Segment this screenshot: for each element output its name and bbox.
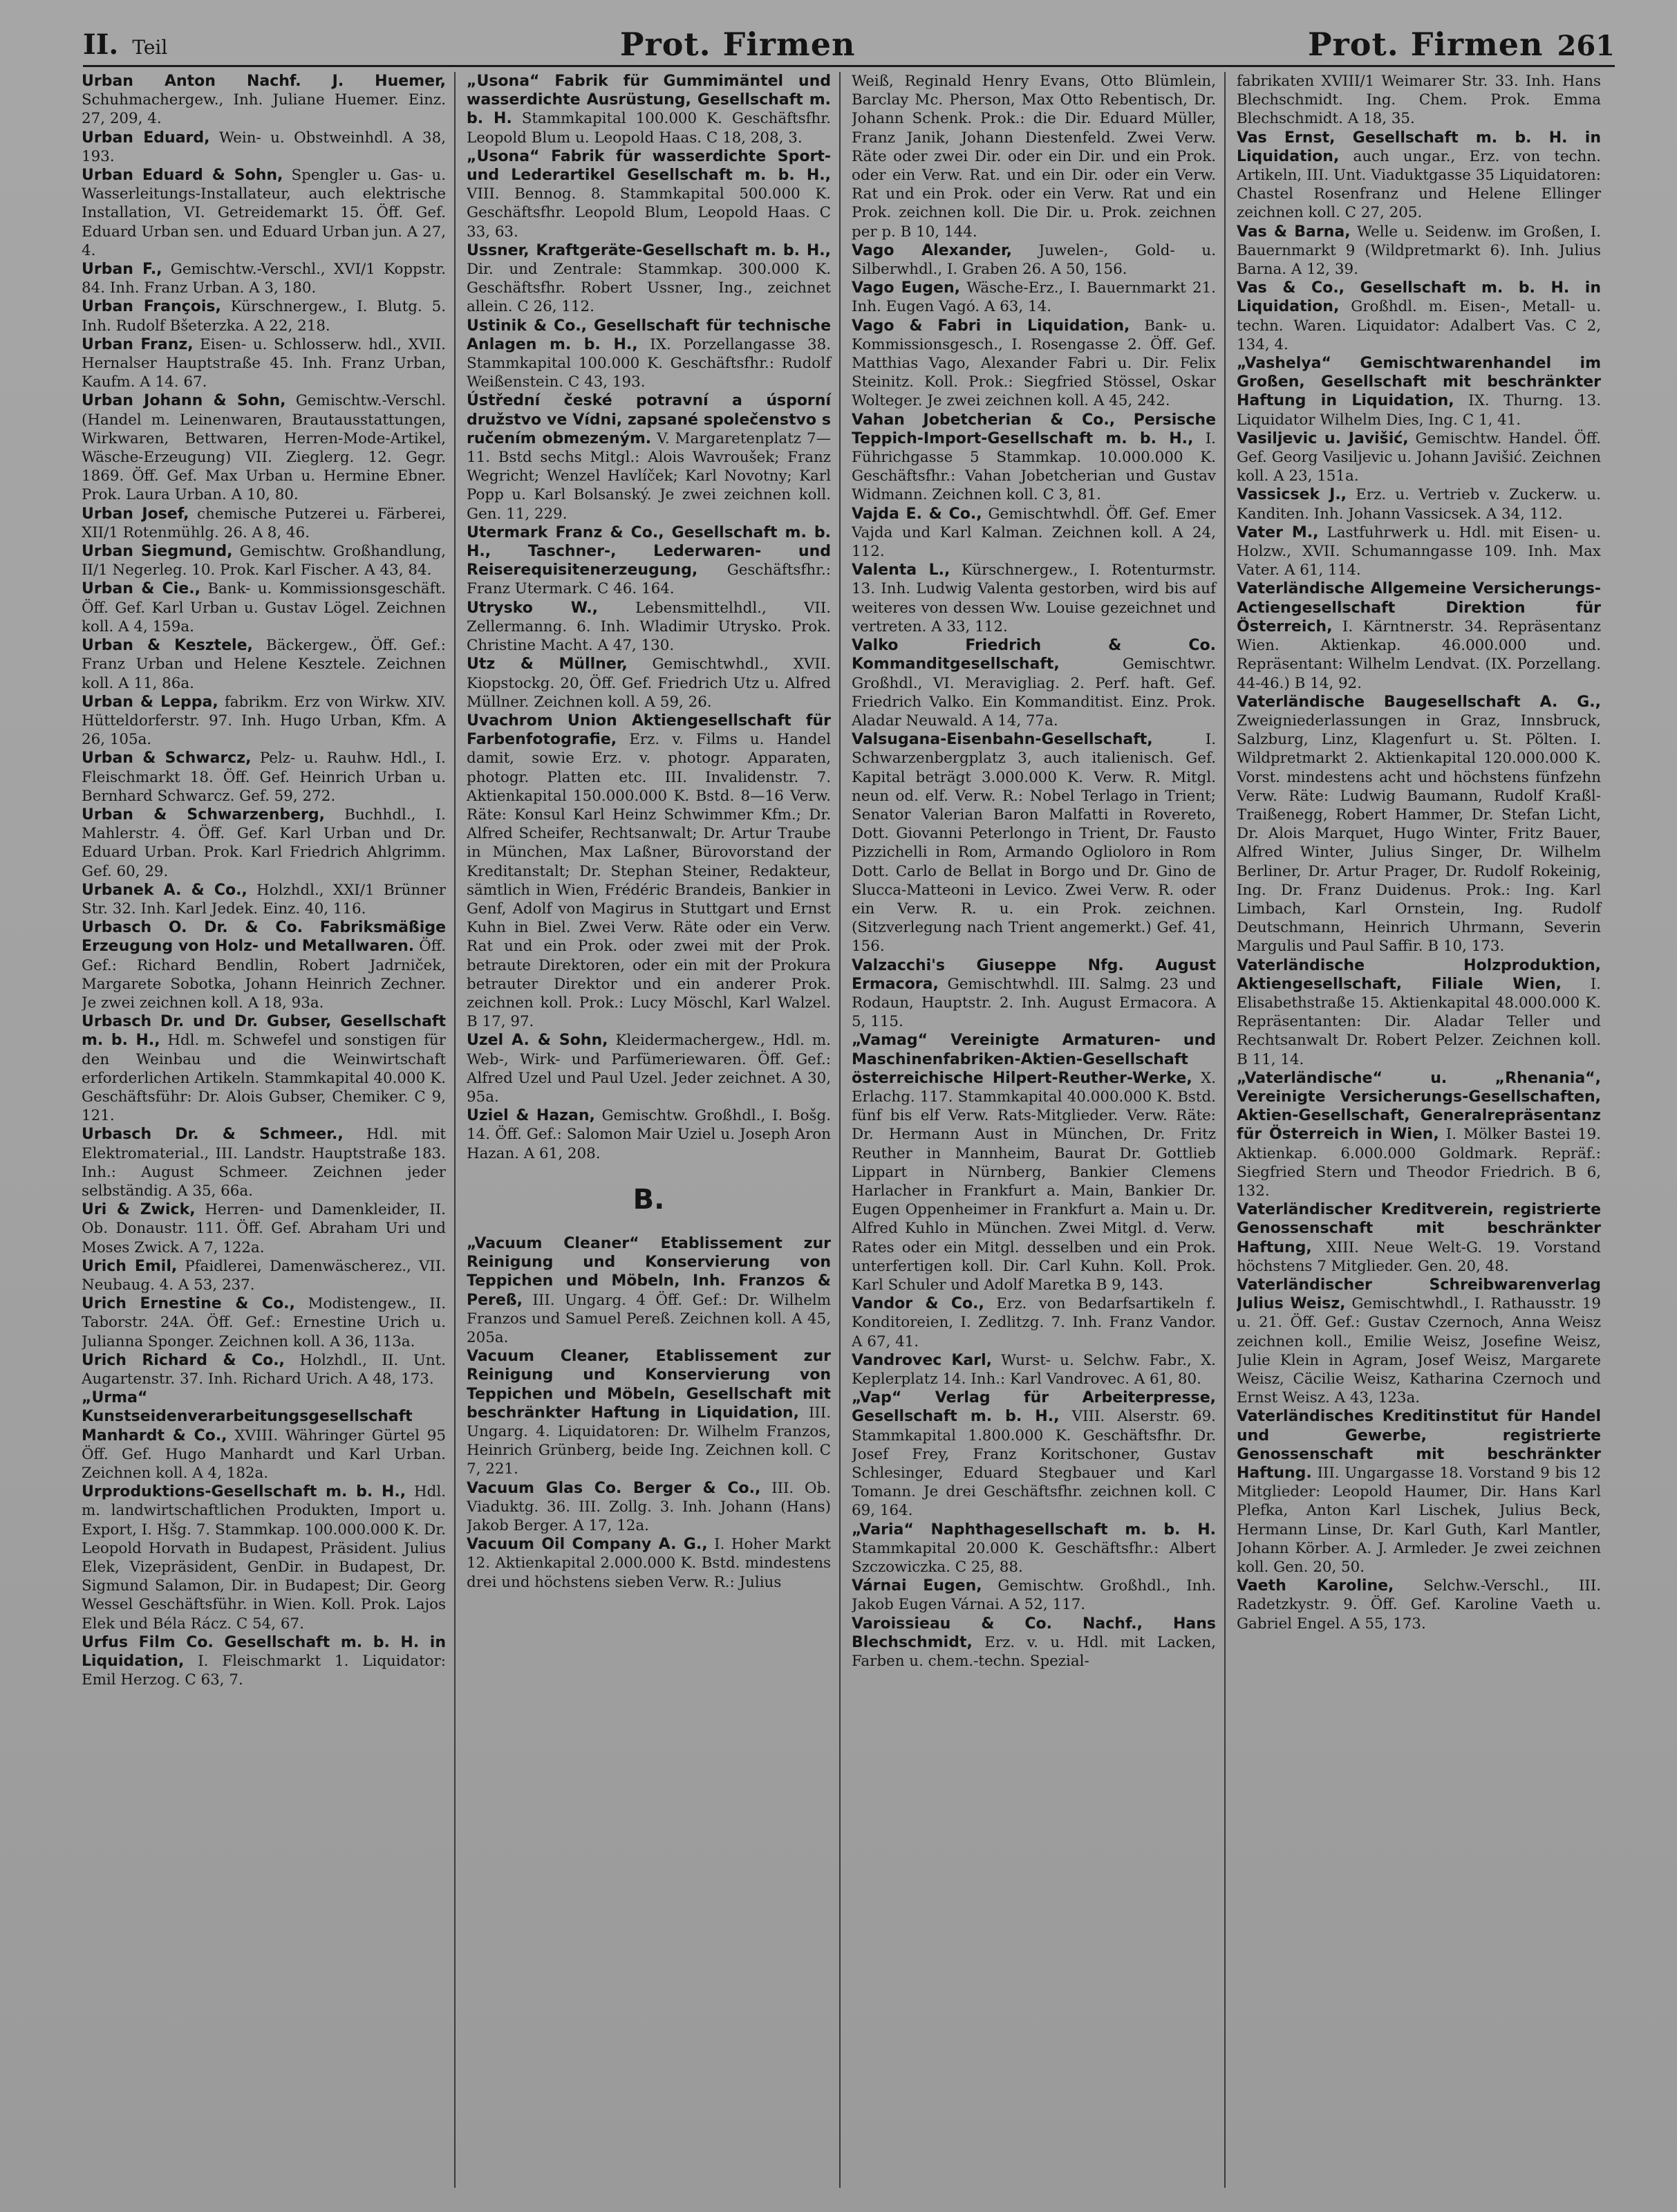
entry-details: fabrikm. Erz von Wirkw. XIV. Hütteldorferstr. 97. Inh. Hugo Urban, Kfm. A 26, 105a. [82, 693, 446, 749]
firm-name: Vahan Jobetcherian & Co., Persische Teppich-Import-Gesellschaft m. b. H., [852, 411, 1216, 447]
directory-entry [467, 1031, 831, 1106]
firm-name: Urban Franz, [82, 335, 194, 353]
directory-entry [852, 1521, 1216, 1577]
entry-details: Öff. Gef.: Richard Bendlin, Robert Jadrniček, Margarete Sobotka, Johann Heinrich Zechner. Je zwei zeichnen koll. A 18, 93a. [82, 938, 446, 1012]
entry-details: Lastfuhrwerk u. Hdl. mit Eisen- u. Holzw., XVII. Schumanngasse 109. Inh. Max Vater. A 61, 114. [1237, 523, 1601, 579]
entry-details: Hdl. mit Elektromaterial., III. Landstr. Hauptstraße 183. Inh.: August Schmeer. Zeichnen jeder selbständig. A 35, 66a. [82, 1126, 446, 1200]
firm-name: „Usona“ Fabrik für wasserdichte Sport- und Lederartikel Gesellschaft m. b. H., [467, 147, 831, 185]
directory-entry [1237, 523, 1601, 580]
entry-details: fabrikaten XVIII/1 Weimarer Str. 33. Inh. Hans Blechschmidt. Ing. Chem. Prok. Emma Blechschmidt. A 18, 35. [1237, 73, 1601, 128]
entry-details: Hdl. m. landwirtschaftlichen Produkten, Import u. Export, I. Hšg. 7. Stammkap. 100.000.000 K. Dr. Leopold Horvath in Budapest, Präsident. Julius Elek, Vizepräsident, GenDir. in Budapest, Dr. Sigmund Salamon, Dir. in Budapest; Dir. Georg Wessel Geschäftsführ. in Wien. Koll. Prok. Lajos Elek und Béla Rácz. C 54, 67. [82, 1483, 446, 1633]
firm-name: Vacuum Cleaner, Etablissement zur Reinigung und Konservierung von Teppichen und Möbeln, Gesellschaft mit beschränkter Haftung in Liquidation, [467, 1348, 831, 1422]
directory-entry [82, 1483, 446, 1633]
firm-name: „Varia“ Naphthagesellschaft m. b. H. [852, 1521, 1216, 1539]
entry-details: IX. Thurng. 13. Liquidator Wilhelm Dies, Ing. C 1, 41. [1237, 392, 1601, 429]
entry-details: I. Fleischmarkt 1. Liquidator: Emil Herzog. C 63, 7. [82, 1653, 446, 1689]
firm-name: Uvachrom Union Aktiengesellschaft für Farbenfotografie, [467, 712, 831, 749]
entry-details: auch ungar., Erz. von techn. Artikeln, III. Unt. Viaduktgasse 35 Liquidatoren: Chastel Rosenfranz und Helene Ellinger zeichnen koll. C 27, 205. [1237, 147, 1601, 222]
firm-name: Vaeth Karoline, [1237, 1577, 1394, 1595]
entry-details: X. Erlachg. 117. Stammkapital 40.000.000 K. Bstd. fünf bis elf Verw. Rats-Mitglieder. Verw. Räte: Dr. Hermann Aust in München, Dr. Fritz Reuther in Mannheim, Baurat Dr. Gottlieb Lippart in Nürnberg, Bankier Clemens Harlacher in Frankfurt a. Main, Bankier Dr. Eugen Oppenheimer in Frankfurt a. Main u. Dr. Alfred Kuhlo in München. Zwei Mitgl. d. Verw. Rates oder ein Mitgl. desselben und ein Prok. unterfertigen koll. Dir. Carl Kuhn. Koll. Prok. Karl Schuler und Adolf Maretka B 9, 143. [852, 1069, 1216, 1294]
firm-name: Urich Ernestine & Co., [82, 1295, 295, 1313]
directory-entry [852, 317, 1216, 411]
entry-details: VIII. Bennog. 8. Stammkapital 500.000 K. Geschäftsfhr. Leopold Blum, Leopold Haas. C 33, 63. [467, 185, 831, 241]
entry-details: Erz. von Bedarfsartikeln f. Konditoreien, I. Zedlitzg. 7. Inh. Franz Vandor. A 67, 41. [852, 1295, 1216, 1350]
entry-details: Bank- u. Kommissionsgeschäft. Öff. Gef. Karl Urban u. Gustav Lögel. Zeichnen koll. A 4, 159a. [82, 580, 446, 635]
entry-details: III. Ungargasse 18. Vorstand 9 bis 12 Mitglieder: Leopold Haumer, Dir. Hans Karl Plefka, Anton Karl Lischek, Julius Beck, Hermann Linse, Dr. Karl Guth, Karl Mantler, Johann Körber. A. J. Armleder. Je zwei zeichnen koll. Gen. 20, 50. [1237, 1465, 1601, 1577]
directory-entry [82, 297, 446, 335]
directory-entry [467, 712, 831, 1031]
directory-entry [852, 636, 1216, 730]
column-1 [82, 72, 456, 2188]
firm-name: Varoissieau & Co. Nachf., Hans Blechschmidt, [852, 1615, 1216, 1651]
directory-entry [852, 505, 1216, 561]
firm-name: Vaterländische Baugesellschaft A. G., [1237, 693, 1601, 711]
firm-name: „Usona“ Fabrik für Gummimäntel und wasserdichte Ausrüstung, Gesellschaft m. b. H. [467, 73, 831, 128]
entry-details: Gemischtw. Großhandlung, II/1 Negerleg. 10. Prok. Karl Fischer. A 43, 84. [82, 543, 446, 579]
directory-entry [1237, 956, 1601, 1069]
directory-entry [467, 72, 831, 147]
entry-details: Kürschnergew., I. Rotenturmstr. 13. Inh. Ludwig Valenta gestorben, wird bis auf weiteres von dessen Ww. Louise gezeichnet und vertreten. A 33, 112. [852, 561, 1216, 635]
firm-name: „Vaterländische“ u. „Rhenania“, Vereinigte Versicherungs-Gesellschaften, Aktien-Gesellschaft, Generalrepräsentanz für Österreich in Wien, [1237, 1069, 1601, 1144]
entry-details: Gemischtwhdl., XVII. Kiopstockg. 20, Öff. Gef. Friedrich Utz u. Alfred Müllner. Zeichnen koll. A 59, 26. [467, 656, 831, 711]
column-2 [467, 72, 841, 2188]
entry-details: Gemischtw. Handel. Öff. Gef. Georg Vasiljevic u. Johann Javišić. Zeichnen koll. A 23, 151a. [1237, 429, 1601, 485]
directory-entry [1237, 129, 1601, 223]
entry-details: Gemischtw. Großhdl., Inh. Jakob Eugen Várnai. A 52, 117. [852, 1577, 1216, 1614]
running-head-left: Prot. Firmen [619, 26, 856, 63]
entry-details: Kürschnergew., I. Blutg. 5. Inh. Rudolf Bšeterzka. A 22, 218. [82, 298, 446, 335]
entry-details: Lebensmittelhdl., VII. Zellermanng. 6. Inh. Wladimir Utrysko. Prok. Christine Macht. A 47, 130. [467, 599, 831, 655]
entry-details: Welle u. Seidenw. im Großen, I. Bauernmarkt 9 (Wildpretmarkt 6). Inh. Julius Barna. A 12, 39. [1237, 223, 1601, 279]
firm-name: Urich Richard & Co., [82, 1351, 285, 1369]
directory-entry [852, 561, 1216, 636]
directory-entry [82, 260, 446, 297]
firm-name: Utrysko W., [467, 599, 598, 617]
firm-name: Urban F., [82, 261, 162, 279]
directory-entry [1237, 429, 1601, 486]
text-columns [82, 72, 1609, 2188]
entry-details: Gemischtwhdl. Öff. Gef. Emer Vajda und Karl Kalman. Zeichnen koll. A 24, 112. [852, 505, 1216, 561]
directory-entry [82, 881, 446, 918]
directory-entry [1237, 1200, 1601, 1276]
directory-entry [82, 579, 446, 636]
entry-details: Pelz- u. Rauhw. Hdl., I. Fleischmarkt 18. Öff. Gef. Heinrich Urban u. Bernhard Schwarcz. Gef. 59, 272. [82, 750, 446, 805]
directory-entry [82, 166, 446, 260]
firm-name: Vaterländisches Kreditinstitut für Handel und Gewerbe, registrierte Genossenschaft mit beschränkter Haftung. [1237, 1408, 1601, 1483]
firm-name: Urban François, [82, 298, 221, 316]
firm-name: Vajda E. & Co., [852, 505, 982, 523]
firm-name: Valenta L., [852, 561, 950, 579]
directory-entry [467, 1234, 831, 1347]
directory-entry [82, 806, 446, 881]
directory-entry [82, 129, 446, 166]
entry-details: Modistengew., II. Taborstr. 24A. Öff. Gef.: Ernestine Urich u. Julianna Sponger. Zeichnen koll. A 36, 113a. [82, 1295, 446, 1350]
directory-entry [82, 1633, 446, 1690]
directory-entry [82, 505, 446, 542]
directory-entry [82, 918, 446, 1012]
directory-entry [467, 655, 831, 712]
entry-details: III. Ob. Viaduktg. 36. III. Zollg. 3. Inh. Johann (Hans) Jakob Berger. A 17, 12a. [467, 1479, 831, 1535]
directory-entry [852, 956, 1216, 1032]
section-heading: B. [633, 1183, 665, 1216]
firm-name: „Vacuum Cleaner“ Etablissement zur Reinigung und Konservierung von Teppichen und Möbeln, Inh. Franzos & Pereß, [467, 1234, 831, 1309]
directory-entry [1237, 485, 1601, 523]
firm-name: „Vap“ Verlag für Arbeiterpresse, Gesellschaft m. b. H., [852, 1389, 1216, 1426]
directory-entry [82, 1012, 446, 1125]
firm-name: Ústřední české potravní a úsporní družstvo ve Vídni, zapsané společenstvo s ručením obmezeným. [467, 392, 831, 447]
directory-entry [467, 147, 831, 241]
entry-details: Hdl. m. Schwefel und sonstigen für den Weinbau und die Weinwirtschaft erforderlichen Artikeln. Stammkapital 40.000 K. Geschäftsführ: Dr. Alois Gubser, Chemiker. C 9, 121. [82, 1032, 446, 1125]
directory-entry [852, 1577, 1216, 1614]
entry-details: I. Führichgasse 5 Stammkap. 10.000.000 K. Geschäftsfhr.: Vahan Jobetcherian und Gustav Widmann. Zeichnen koll. C 3, 81. [852, 429, 1216, 504]
entry-details: Holzhdl., XXI/1 Brünner Str. 32. Inh. Karl Jedek. Einz. 40, 116. [82, 881, 446, 918]
firm-name: Urban Siegmund, [82, 543, 233, 561]
directory-entry [1237, 693, 1601, 956]
part-suffix: Teil [132, 35, 168, 59]
firm-name: Valzacchi's Giuseppe Nfg. August Ermacora, [852, 956, 1216, 993]
entry-details: Erz. v. Films u. Handel damit, sowie Erz. v. photogr. Apparaten, photogr. Platten etc. III. Invalidenstr. 7. Aktienkapital 150.000.000 K. Bstd. 8—16 Verw. Räte: Konsul Karl Heinz Schwimmer Kfm.; Dr. Alfred Scheifer, Rechtsanwalt; Dr. Artur Traube in München, Max Laßner, Bürovorstand der Kreditanstalt; Dr. Stephan Steiner, Redakteur, sämtlich in Wien, Frédéric Brandeis, Bankier in Genf, Adolf von Magirus in Stuttgart und Ernst Kuhn in Biel. Zwei Verw. Räte oder ein Verw. Rat und ein Prok. oder zwei mit der Prok. betraute Direktoren, oder ein mit der Prokura betrauter Direktor und ein anderer Prok. zeichnen koll. Prok.: Lucy Möschl, Karl Walzel. B 17, 97. [467, 731, 831, 1031]
entry-details: Wein- u. Obstweinhdl. A 38, 193. [82, 129, 446, 165]
firm-name: Uziel & Hazan, [467, 1107, 595, 1125]
directory-entry [852, 1031, 1216, 1294]
entry-details: Kleidermachergew., Hdl. m. Web-, Wirk- und Parfümeriewaren. Öff. Gef.: Alfred Uzel und Paul Uzel. Jeder zeichnet. A 30, 95a. [467, 1032, 831, 1106]
directory-entry [82, 335, 446, 392]
directory-entry [82, 1351, 446, 1388]
firm-name: Urban & Schwarzenberg, [82, 806, 326, 824]
column-4 [1237, 72, 1609, 2188]
firm-name: Utermark Franz & Co., Gesellschaft m. b. H., Taschner-, Lederwaren- und Reiserequisitenerzeugung, [467, 523, 831, 579]
entry-details: Erz. u. Vertrieb v. Zuckerw. u. Kanditen. Inh. Johann Vassicsek. A 34, 112. [1237, 486, 1601, 523]
entry-details: V. Margaretenplatz 7—11. Bstd sechs Mitgl.: Alois Wavroušek; Franz Wegricht; Wenzel Havlíček; Karl Novotny; Karl Popp u. Karl Bolsanský. Je zwei zeichnen koll. Gen. 11, 229. [467, 429, 831, 523]
directory-entry [1237, 354, 1601, 429]
firm-name: Urban Anton Nachf. J. Huemer, [82, 73, 446, 90]
firm-name: Várnai Eugen, [852, 1577, 982, 1595]
firm-name: Urban & Kesztele, [82, 637, 253, 655]
directory-entry [852, 1615, 1216, 1671]
entry-details: I. Elisabethstraße 15. Aktienkapital 48.000.000 K. Repräsentanten: Dir. Aladar Teller und Rechtsanwalt Dr. Robert Pelzer. Zeichnen koll. B 11, 14. [1237, 975, 1601, 1068]
directory-entry [852, 411, 1216, 505]
entry-details: Wäsche-Erz., I. Bauernmarkt 21. Inh. Eugen Vagó. A 63, 14. [852, 279, 1216, 316]
entry-details: Spengler u. Gas- u. Wasserleitungs-Installateur, auch elektrische Installation, VI. Getreidemarkt 15. Öff. Gef. Eduard Urban sen. und Eduard Urban jun. A 27, 4. [82, 167, 447, 259]
firm-name: Urbanek A. & Co., [82, 881, 247, 899]
firm-name: Vago & Fabri in Liquidation, [852, 317, 1130, 335]
entry-details: Gemischtwhdl. III. Salmg. 23 und Rodaun, Hauptstr. 2. Inh. August Ermacora. A 5, 115. [852, 975, 1216, 1031]
directory-entry [1237, 1577, 1601, 1633]
firm-name: Vacuum Glas Co. Berger & Co., [467, 1479, 761, 1497]
firm-name: Urfus Film Co. Gesellschaft m. b. H. in Liquidation, [82, 1633, 446, 1671]
firm-name: „Vamag“ Vereinigte Armaturen- und Maschinenfabriken-Aktien-Gesellschaft österreichische Hilpert-Reuther-Werke, [852, 1032, 1216, 1087]
entry-details: Pfaidlerei, Damenwäscherez., VII. Neubaug. 4. A 53, 237. [82, 1257, 446, 1294]
entry-details: Bäckergew., Öff. Gef.: Franz Urban und Helene Kesztele. Zeichnen koll. A 11, 86a. [82, 637, 446, 692]
firm-name: Urbasch O. Dr. & Co. Fabriksmäßige Erzeugung von Holz- und Metallwaren. [82, 919, 446, 956]
directory-entry [1237, 279, 1601, 354]
directory-entry [852, 730, 1216, 956]
directory-entry [852, 1351, 1216, 1388]
entry-details: XIII. Neue Welt-G. 19. Vorstand höchstens 7 Mitglieder. Gen. 20, 48. [1237, 1238, 1601, 1275]
firm-name: Vas & Co., Gesellschaft m. b. H. in Liquidation, [1237, 279, 1601, 316]
directory-entry [82, 1388, 446, 1483]
directory-entry [1237, 1276, 1601, 1407]
firm-name: Urich Emil, [82, 1257, 178, 1275]
firm-name: Urban Johann & Sohn, [82, 392, 286, 410]
directory-entry [1237, 72, 1601, 129]
firm-name: Uzel A. & Sohn, [467, 1032, 608, 1050]
directory-entry [467, 317, 831, 392]
firm-name: Urban & Leppa, [82, 693, 218, 711]
directory-entry [82, 72, 446, 129]
directory-entry [852, 1294, 1216, 1351]
directory-entry [82, 1125, 446, 1200]
firm-name: Urbasch Dr. und Dr. Gubser, Gesellschaft m. b. H., [82, 1013, 446, 1050]
entry-details: Juwelen-, Gold- u. Silberwhdl., I. Graben 26. A 50, 156. [852, 241, 1216, 279]
directory-entry [467, 1106, 831, 1163]
firm-name: Vaterländische Holzproduktion, Aktiengesellschaft, Filiale Wien, [1237, 956, 1601, 993]
entry-details: chemische Putzerei u. Färberei, XII/1 Rotenmühlg. 26. A 8, 46. [82, 505, 446, 541]
directory-entry [467, 1535, 831, 1592]
entry-details: XVIII. Währinger Gürtel 95 Öff. Gef. Hugo Manhardt und Karl Urban. Zeichnen koll. A 4, 182a. [82, 1426, 446, 1483]
entry-details: Eisen- u. Schlosserw. hdl., XVII. Hernalser Hauptstraße 45. Inh. Franz Urban, Kaufm. A 14. 67. [82, 335, 446, 391]
directory-entry [852, 72, 1216, 241]
entry-details: Geschäftsfhr.: Franz Utermark. C 46. 164. [467, 561, 831, 598]
firm-name: Uri & Zwick, [82, 1201, 196, 1219]
firm-name: Vago Eugen, [852, 279, 960, 297]
entry-details: Selchw.-Verschl., III. Radetzkystr. 9. Öff. Gef. Karoline Vaeth u. Gabriel Engel. A 55, 173. [1237, 1577, 1601, 1633]
firm-name: Urproduktions-Gesellschaft m. b. H., [82, 1483, 406, 1501]
entry-details: Dir. und Zentrale: Stammkap. 300.000 K. Geschäftsfhr. Robert Ussner, Ing., zeichnet allein. C 26, 112. [467, 261, 831, 316]
directory-entry [82, 542, 446, 579]
entry-details: Weiß, Reginald Henry Evans, Otto Blümlein, Barclay Mc. Pherson, Max Otto Rebentisch, Dr. Johann Schenk. Prok.: die Dir. Eduard Müller, Franz Janik, Johann Diestenfeld. Zwei Verw. Räte oder zwei Dir. oder ein Dir. und ein Prok. oder ein Verw. Rat. und ein Dir. oder ein Verw. Rat und ein Prok. oder ein Verw. Rat und ein Prok. zeichnen koll. Die Dir. u. Prok. zeichnen per p. B 10, 144. [852, 73, 1216, 241]
column-3 [852, 72, 1226, 2188]
entry-details: Wurst- u. Selchw. Fabr., X. Keplerplatz 14. Inh.: Karl Vandrovec. A 61, 80. [852, 1351, 1216, 1388]
header-right [1308, 26, 1615, 63]
firm-name: Ussner, Kraftgeräte-Gesellschaft m. b. H., [467, 241, 831, 259]
running-head-right: Prot. Firmen [1307, 26, 1544, 63]
firm-name: Valsugana-Eisenbahn-Gesellschaft, [852, 731, 1153, 749]
firm-name: Vaterländische Allgemeine Versicherungs-Actiengesellschaft Direktion für Österreich, [1237, 580, 1601, 635]
firm-name: Vassicsek J., [1237, 486, 1347, 504]
entry-details: I. Hoher Markt 12. Aktienkapital 2.000.000 K. Bstd. mindestens drei und höchstens sieben Verw. R.: Julius [467, 1536, 831, 1591]
firm-name: Vasiljevic u. Javišić, [1237, 429, 1409, 447]
firm-name: Vaterländischer Schreibwarenverlag Julius Weisz, [1237, 1276, 1601, 1313]
firm-name: Urbasch Dr. & Schmeer., [82, 1126, 344, 1144]
firm-name: Vacuum Oil Company A. G., [467, 1536, 708, 1554]
entry-details: Holzhdl., II. Unt. Augartenstr. 37. Inh. Richard Urich. A 48, 173. [82, 1351, 446, 1388]
firm-name: Urban Eduard & Sohn, [82, 167, 283, 185]
directory-entry [1237, 1407, 1601, 1577]
firm-name: Valko Friedrich & Co. Kommanditgesellschaft, [852, 637, 1216, 673]
directory-entry [467, 523, 831, 599]
directory-entry [852, 241, 1216, 279]
firm-name: Urban & Schwarcz, [82, 750, 252, 768]
firm-name: Vaterländischer Kreditverein, registrierte Genossenschaft mit beschränkter Haftung, [1237, 1201, 1601, 1256]
entry-details: Gemischtw. Großhdl., I. Bošg. 14. Öff. Gef.: Salomon Mair Uziel u. Joseph Aron Hazan. A 61, 208. [467, 1107, 831, 1162]
directory-entry [467, 1347, 831, 1478]
entry-details: Gemischtw.-Verschl., XVI/1 Koppstr. 84. Inh. Franz Urban. A 3, 180. [82, 261, 446, 297]
page-number: 261 [1557, 30, 1615, 62]
entry-details: Stammkapital 100.000 K. Geschäftsfhr. Leopold Blum u. Leopold Haas. C 18, 208, 3. [467, 110, 831, 147]
firm-name: Vas Ernst, Gesellschaft m. b. H. in Liquidation, [1237, 129, 1601, 165]
firm-name: „Vashelya“ Gemischtwarenhandel im Großen, Gesellschaft mit beschränkter Haftung in Liquidation, [1237, 355, 1601, 410]
header-left [83, 28, 167, 61]
directory-entry [467, 241, 831, 317]
entry-details: Gemischtw.-Verschl. (Handel m. Leinenwaren, Brautausstattungen, Wirkwaren, Bettwaren, Herren-Mode-Artikel, Wäsche-Erzeugung) VII. Zieglerg. 12. Gegr. 1869. Öff. Gef. Max Urban u. Hermine Ebner. Prok. Laura Urban. A 10, 80. [82, 392, 446, 504]
entry-details: IX. Porzellangasse 38. Stammkapital 100.000 K. Geschäftsfhr.: Rudolf Weißenstein. C 43, 193. [467, 335, 831, 391]
entry-details: Bank- u. Kommissionsgesch., I. Rosengasse 2. Öff. Gef. Matthias Vago, Alexander Fabri u. Dir. Felix Steinitz. Koll. Prok.: Siegfried Stössel, Oskar Wolteger. Je zwei zeichnen koll. A 45, 242. [852, 317, 1216, 410]
entry-details: III. Ungarg. 4 Öff. Gef.: Dr. Wilhelm Franzos und Samuel Pereß. Zeichnen koll. A 45, 205a. [467, 1291, 831, 1346]
directory-entry [82, 1294, 446, 1351]
directory-entry [467, 1479, 831, 1536]
directory-entry [82, 391, 446, 504]
firm-name: Ustinik & Co., Gesellschaft für technische Anlagen m. b. H., [467, 317, 831, 353]
directory-entry [1237, 579, 1601, 692]
directory-entry [467, 599, 831, 656]
firm-name: Vago Alexander, [852, 241, 1012, 259]
entry-details: I. Kärntnerstr. 34. Repräsentanz Wien. Aktienkap. 46.000.000 und. Repräsentant: Wilhelm Lendvat. (IX. Porzellang. 44-46.) B 14, 92. [1237, 617, 1601, 692]
directory-entry [82, 749, 446, 806]
directory-entry [82, 1257, 446, 1294]
entry-details: Buchhdl., I. Mahlerstr. 4. Öff. Gef. Karl Urban und Dr. Eduard Urban. Prok. Karl Friedrich Ahlgrimm. Gef. 60, 29. [82, 806, 446, 880]
directory-entry [82, 1200, 446, 1257]
directory-entry [1237, 1069, 1601, 1200]
firm-name: Utz & Müllner, [467, 656, 628, 673]
firm-name: Urban Josef, [82, 505, 189, 523]
entry-details: Herren- und Damenkleider, II. Ob. Donaustr. 111. Öff. Gef. Abraham Uri und Moses Zwick. A 7, 122a. [82, 1201, 446, 1256]
firm-name: Vandrovec Karl, [852, 1351, 992, 1369]
entry-details: Gemischtwhdl., I. Rathausstr. 19 u. 21. Öff. Gef.: Gustav Czernoch, Anna Weisz zeichnen koll., Emilie Weisz, Josefine Weisz, Julie Klein in Agram, Josef Weisz, Margarete Weisz, Cäcilie Weisz, Katharina Czernoch und Ernst Weisz. A 43, 123a. [1237, 1295, 1601, 1407]
entry-details: Großhdl. m. Eisen-, Metall- u. techn. Waren. Liquidator: Adalbert Vas. C 2, 134, 4. [1237, 298, 1601, 353]
entry-details: VIII. Alserstr. 69. Stammkapital 1.800.000 K. Geschäftsfhr. Dr. Josef Frey, Franz Koritschoner, Gustav Schlesinger, Eduard Stegbauer und Karl Tomann. Je drei Geschäftsfhr. zeichnen koll. C 69, 164. [852, 1408, 1216, 1520]
directory-entry [82, 693, 446, 750]
firm-name: „Urma“ Kunstseidenverarbeitungsgesellschaft Manhardt & Co., [82, 1389, 413, 1444]
entry-details: Zweigniederlassungen in Graz, Innsbruck, Salzburg, Linz, Klagenfurt u. St. Pölten. I. Wildpretmarkt 2. Aktienkapital 120.000.000 K. Vorst. mindestens acht und höchstens fünfzehn Verw. Räte: Ludwig Baumann, Rudolf Kraßl-Traißenegg, Robert Hammer, Dr. Stefan Licht, Dr. Alois Marquet, Hugo Winter, Fritz Bauer, Alfred Winter, Julius Singer, Dr. Wilhelm Berliner, Dr. Artur Prager, Dr. Rudolf Rokeinig, Ing. Dr. Franz Duidenus. Prok.: Ing. Karl Limbach, Karl Ornstein, Ing. Rudolf Deutschmann, Heinrich Uhrmann, Severin Margulis und Paul Saffir. B 10, 173. [1237, 712, 1601, 956]
firm-name: Urban Eduard, [82, 129, 210, 147]
entry-details: I. Mölker Bastei 19. Aktienkap. 6.000.000 Goldmark. Repräf.: Siegfried Stern und Theodor Friedrich. B 6, 132. [1237, 1126, 1601, 1200]
page-header [83, 24, 1615, 67]
entry-details: Gemischtwr. Großhdl., VI. Meravigliag. 2. Perf. haft. Gef. Friedrich Valko. Ein Kommanditist. Einz. Prok. Aladar Neuwald. A 14, 77a. [852, 656, 1216, 729]
entry-details: Erz. v. u. Hdl. mit Lacken, Farben u. chem.-techn. Spezial- [852, 1633, 1216, 1671]
firm-name: Urban & Cie., [82, 580, 200, 598]
entry-details: I. Schwarzenbergplatz 3, auch italienisch. Gef. Kapital beträgt 3.000.000 K. Verw. R. Mitgl. neun od. elf. Verw. R.: Nobel Terlago in Trient; Senator Valerian Baron Malfatti in Rovereto, Dott. Giovanni Peterlongo in Trient, Dr. Fausto Pizzichelli in Rom, Armando Oglioloro in Rom Dott. Carlo de Bellat in Borgo und Dr. Gino de Slucca-Matteoni in Levico. Zwei Verw. R. oder ein Verw. R. u. ein Prok. zeichnen. (Sitzverlegung nach Trient angemerkt.) Gef. 41, 156. [852, 731, 1216, 956]
directory-entry [852, 1388, 1216, 1520]
directory-entry [1237, 223, 1601, 279]
directory-entry [852, 279, 1216, 316]
entry-details: III. Ungarg. 4. Liquidatoren: Dr. Wilhelm Franzos, Heinrich Grünberg, beide Ing. Zeichnen koll. C 7, 221. [467, 1404, 831, 1478]
directory-entry [467, 391, 831, 523]
directory-entry [82, 636, 446, 693]
firm-name: Vater M., [1237, 523, 1319, 541]
firm-name: Vandor & Co., [852, 1295, 984, 1313]
entry-details: Schuhmachergew., Inh. Juliane Huemer. Einz. 27, 209, 4. [82, 91, 446, 128]
part-number: II. [83, 28, 119, 61]
firm-name: Vas & Barna, [1237, 223, 1351, 241]
entry-details: Stammkapital 20.000 K. Geschäftsfhr.: Albert Szczowiczka. C 25, 88. [852, 1539, 1216, 1577]
